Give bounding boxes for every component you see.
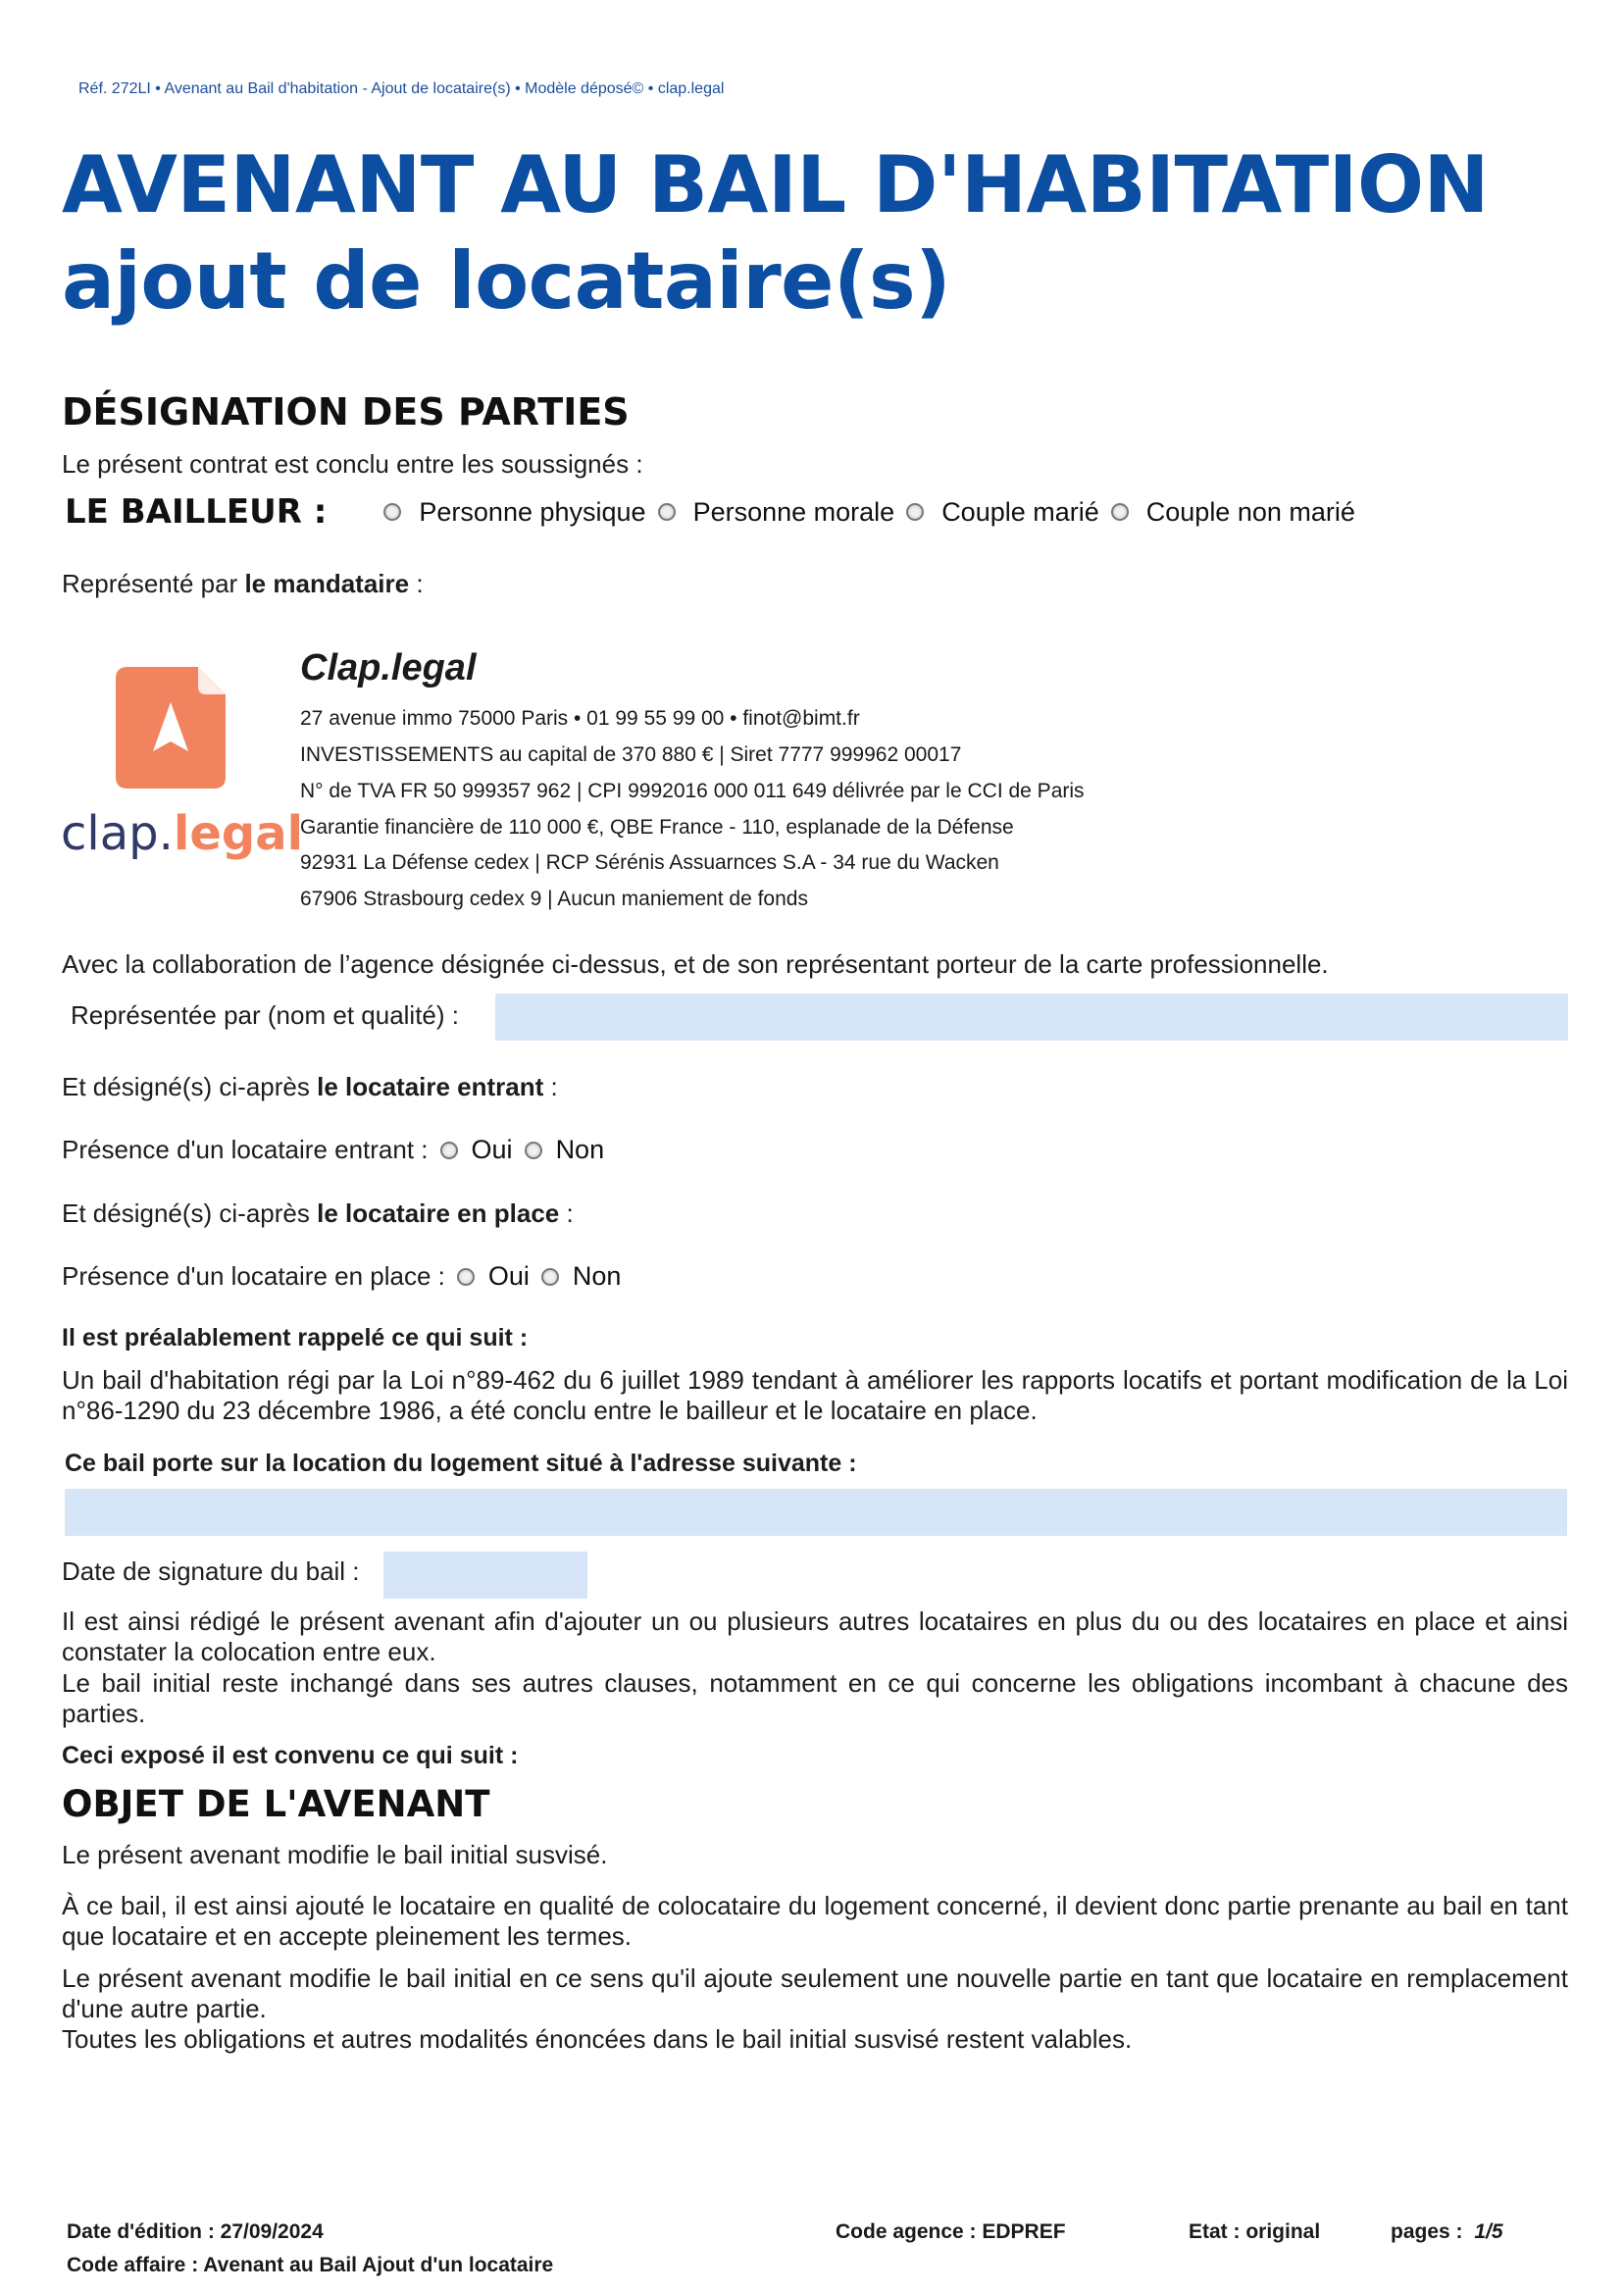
recall-heading: Il est préalablement rappelé ce qui suit : xyxy=(62,1324,529,1351)
footer-pages: pages : 1/5 xyxy=(1391,2220,1503,2243)
signature-date-label: Date de signature du bail : xyxy=(62,1556,360,1586)
footer-code-agence: Code agence : EDPREF xyxy=(836,2220,1066,2243)
bailleur-label: LE BAILLEUR : xyxy=(65,492,328,532)
radio-couple-non-marie[interactable] xyxy=(1111,497,1355,528)
radio-entrant-non[interactable] xyxy=(525,1142,542,1159)
agency-line: INVESTISSEMENTS au capital de 370 880 € | Siret 7777 999962 00017 xyxy=(300,743,962,766)
document-title: AVENANT AU BAIL D'HABITATION ajout de locataire(s) xyxy=(62,139,1489,327)
radio-en-place-non[interactable] xyxy=(541,1268,559,1286)
representee-label: Représentée par (nom et qualité) : xyxy=(71,1000,459,1030)
objet-paragraph: Toutes les obligations et autres modalités énoncées dans le bail initial susvisé restent valables. xyxy=(62,2024,1133,2054)
agency-line: 67906 Strasbourg cedex 9 | Aucun maniement de fonds xyxy=(300,888,808,910)
footer-code-affaire: Code affaire : Avenant au Bail Ajout d'un locataire xyxy=(67,2254,554,2276)
section-heading-objet: OBJET DE L'AVENANT xyxy=(62,1783,490,1825)
address-label: Ce bail porte sur la location du logement situé à l'adresse suivante : xyxy=(65,1450,857,1477)
option-label: Personne physique xyxy=(419,496,646,527)
radio-en-place-oui[interactable] xyxy=(457,1268,475,1286)
agency-name: Clap.legal xyxy=(300,647,477,688)
mandataire-label: le mandataire xyxy=(244,569,410,598)
agreed-heading: Ceci exposé il est convenu ce qui suit : xyxy=(62,1742,519,1769)
purpose-paragraph: Il est ainsi rédigé le présent avenant afin d'ajouter un ou plusieurs autres locataires en plus du ou des locataires en place et ainsi constater la colocation entre eux. xyxy=(62,1606,1568,1666)
section-heading-parties: DÉSIGNATION DES PARTIES xyxy=(62,390,630,433)
radio-couple-marie[interactable] xyxy=(906,497,1099,528)
agency-line: Garantie financière de 110 000 €, QBE France - 110, esplanade de la Défense xyxy=(300,816,1014,839)
agency-line: 27 avenue immo 75000 Paris • 01 99 55 99 00 • finot@bimt.fr xyxy=(300,707,860,730)
clap-legal-logo: clap.legal xyxy=(61,806,304,861)
agency-line: 92931 La Défense cedex | RCP Sérénis Assuarnces S.A - 34 rue du Wacken xyxy=(300,851,999,874)
radio-button-icon[interactable] xyxy=(383,503,401,521)
address-input[interactable] xyxy=(65,1489,1567,1536)
unchanged-paragraph: Le bail initial reste inchangé dans ses autres clauses, notamment en ce qui concerne les obligations incombant à chacune des parties. xyxy=(62,1668,1568,1728)
radio-personne-physique[interactable] xyxy=(383,497,645,528)
document-reference: Réf. 272LI • Avenant au Bail d'habitation - Ajout de locataire(s) • Modèle déposé© • clap.legal xyxy=(78,80,725,97)
radio-personne-morale[interactable] xyxy=(658,497,895,528)
objet-paragraph: Le présent avenant modifie le bail initial en ce sens qu'il ajoute seulement une nouvelle partie en tant que locataire en remplacement d'une autre partie. xyxy=(62,1963,1568,2023)
footer-date-edition: Date d'édition : 27/09/2024 xyxy=(67,2220,324,2243)
locataire-entrant-label: Et désigné(s) ci-après le locataire entrant : xyxy=(62,1072,558,1101)
collaboration-text: Avec la collaboration de l’agence désignée ci-dessus, et de son représentant porteur de la carte professionnelle. xyxy=(62,949,1329,979)
page-number: 1/5 xyxy=(1474,2220,1503,2243)
option-label: Couple marié xyxy=(941,496,1099,527)
radio-button-icon[interactable] xyxy=(906,503,924,521)
bailleur-row xyxy=(65,492,1355,532)
locataire-en-place-label: Et désigné(s) ci-après le locataire en place : xyxy=(62,1198,574,1228)
parties-intro: Le présent contrat est conclu entre les soussignés : xyxy=(62,449,643,479)
option-label: Couple non marié xyxy=(1145,496,1355,527)
radio-entrant-oui[interactable] xyxy=(440,1142,458,1159)
objet-paragraph: À ce bail, il est ainsi ajouté le locataire en qualité de colocataire du logement concerné, il devient donc partie prenante au bail en tant que locataire et en accepte pleinement les termes. xyxy=(62,1891,1568,1951)
radio-button-icon[interactable] xyxy=(1111,503,1129,521)
clap-legal-document-icon xyxy=(116,667,226,789)
represented-by: Représenté par le mandataire : xyxy=(62,569,424,598)
objet-paragraph: Le présent avenant modifie le bail initial susvisé. xyxy=(62,1840,608,1869)
representee-input[interactable] xyxy=(495,994,1568,1041)
agency-line: N° de TVA FR 50 999357 962 | CPI 9992016 000 011 649 délivrée par le CCI de Paris xyxy=(300,780,1085,802)
presence-en-place-row: Présence d'un locataire en place : Oui Non xyxy=(62,1261,622,1291)
radio-button-icon[interactable] xyxy=(658,503,676,521)
footer-etat: Etat : original xyxy=(1189,2220,1321,2243)
signature-date-input[interactable] xyxy=(383,1552,587,1599)
option-label: Personne morale xyxy=(692,496,895,527)
recall-text: Un bail d'habitation régi par la Loi n°89-462 du 6 juillet 1989 tendant à améliorer les rapports locatifs et portant modification de la Loi n°86-1290 du 23 décembre 1986, a été conclu entre le bailleur et le locataire en place. xyxy=(62,1365,1568,1425)
presence-entrant-row: Présence d'un locataire entrant : Oui Non xyxy=(62,1135,605,1164)
